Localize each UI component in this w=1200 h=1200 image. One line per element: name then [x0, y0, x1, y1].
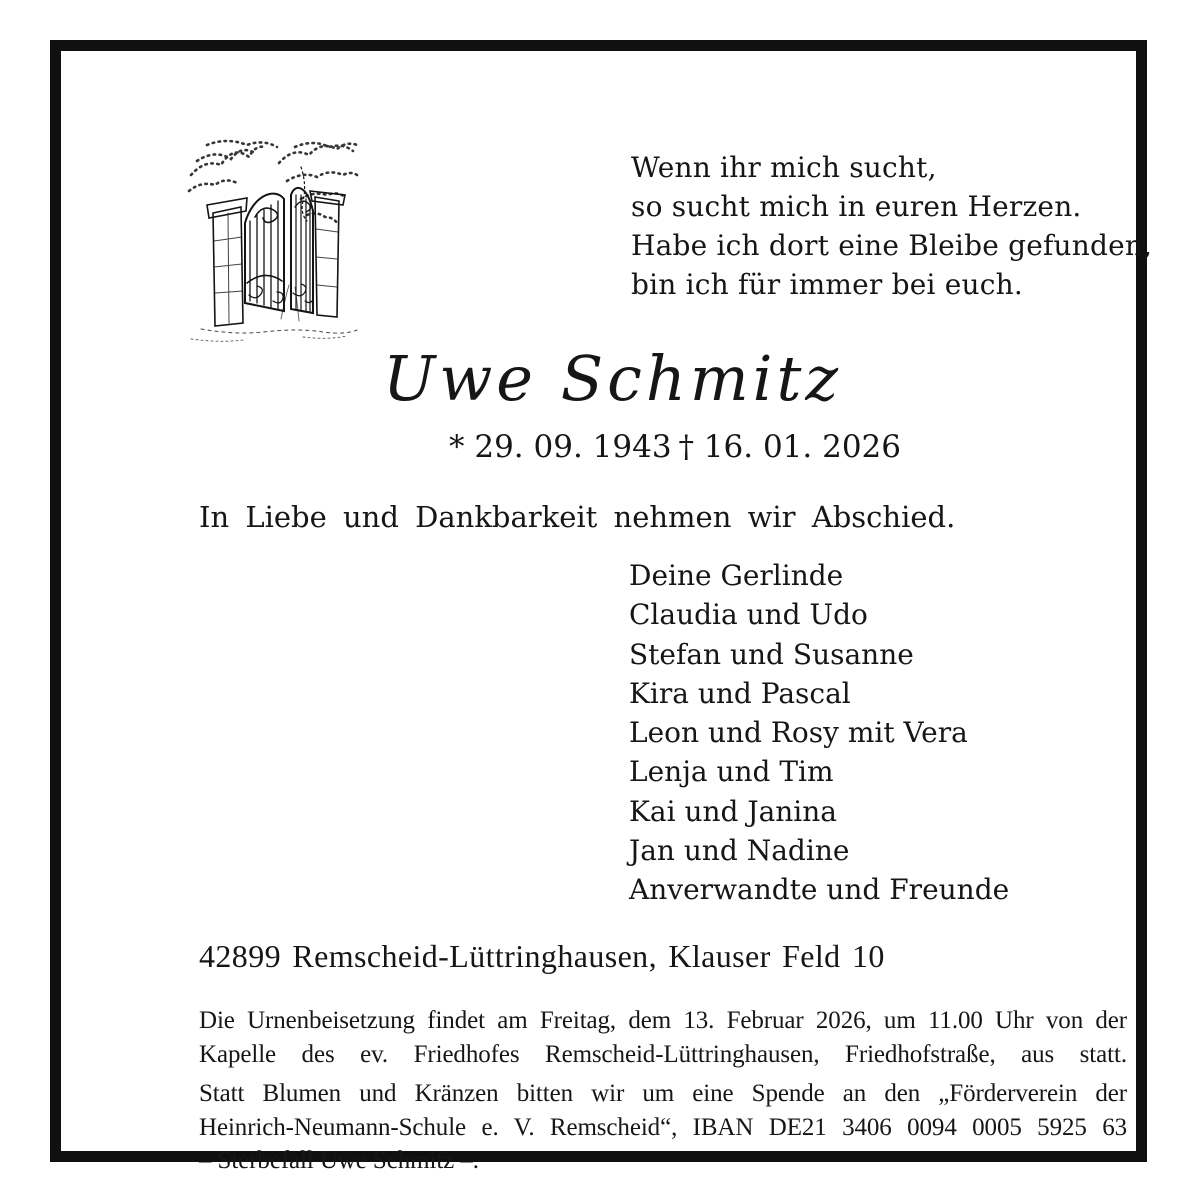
deceased-name: Uwe Schmitz [382, 342, 843, 415]
funeral-info-line: Die Urnenbeisetzung findet am Freitag, dem 13. Februar 2026, um 11.00 Uhr von der [199, 1007, 1127, 1034]
notice-border-frame [50, 40, 1153, 1174]
farewell-line: In Liebe und Dankbarkeit nehmen wir Abschied. [199, 500, 956, 534]
funeral-info-line: Kapelle des ev. Friedhofes Remscheid-Lüttringhausen, Friedhofstraße, aus statt. [199, 1040, 1127, 1068]
life-dates [449, 429, 901, 465]
mourner-line: Anverwandte und Freunde [629, 873, 1010, 907]
mourner-line: Kai und Janina [629, 794, 837, 828]
verse-line: Wenn ihr mich sucht, [631, 151, 937, 184]
mourner-line: Leon und Rosy mit Vera [629, 716, 968, 750]
donation-info-paragraph [199, 1077, 1127, 1178]
mourner-line: Stefan und Susanne [629, 637, 914, 671]
birth-date: * 29. 09. 1943 [449, 429, 672, 465]
mourner-line: Jan und Nadine [629, 834, 850, 868]
memorial-verse [631, 148, 1152, 304]
donation-info-line: Heinrich-Neumann-Schule e. V. Remscheid“, IBAN DE21 3406 0094 0005 5925 63 [199, 1113, 1127, 1141]
verse-line: so sucht mich in euren Herzen. [631, 190, 1082, 223]
mourners-list [629, 556, 1009, 910]
death-date: † 16. 01. 2026 [678, 429, 901, 465]
mourner-line: Claudia und Udo [629, 598, 868, 632]
open-gate-illustration-icon [183, 133, 363, 345]
verse-line: Habe ich dort eine Bleibe gefunden, [631, 229, 1153, 262]
mourner-line: Deine Gerlinde [629, 559, 844, 592]
donation-info-line: – Sterbefall Uwe Schmitz –. [199, 1147, 479, 1174]
funeral-info-paragraph [199, 1004, 1127, 1071]
address-line: 42899 Remscheid-Lüttringhausen, Klauser Feld 10 [199, 938, 885, 974]
verse-line: bin ich für immer bei euch. [631, 268, 1023, 301]
mourner-line: Kira und Pascal [629, 676, 851, 710]
donation-info-line: Statt Blumen und Kränzen bitten wir um eine Spende an den „Förderverein der [199, 1080, 1127, 1107]
mourner-line: Lenja und Tim [629, 755, 834, 789]
